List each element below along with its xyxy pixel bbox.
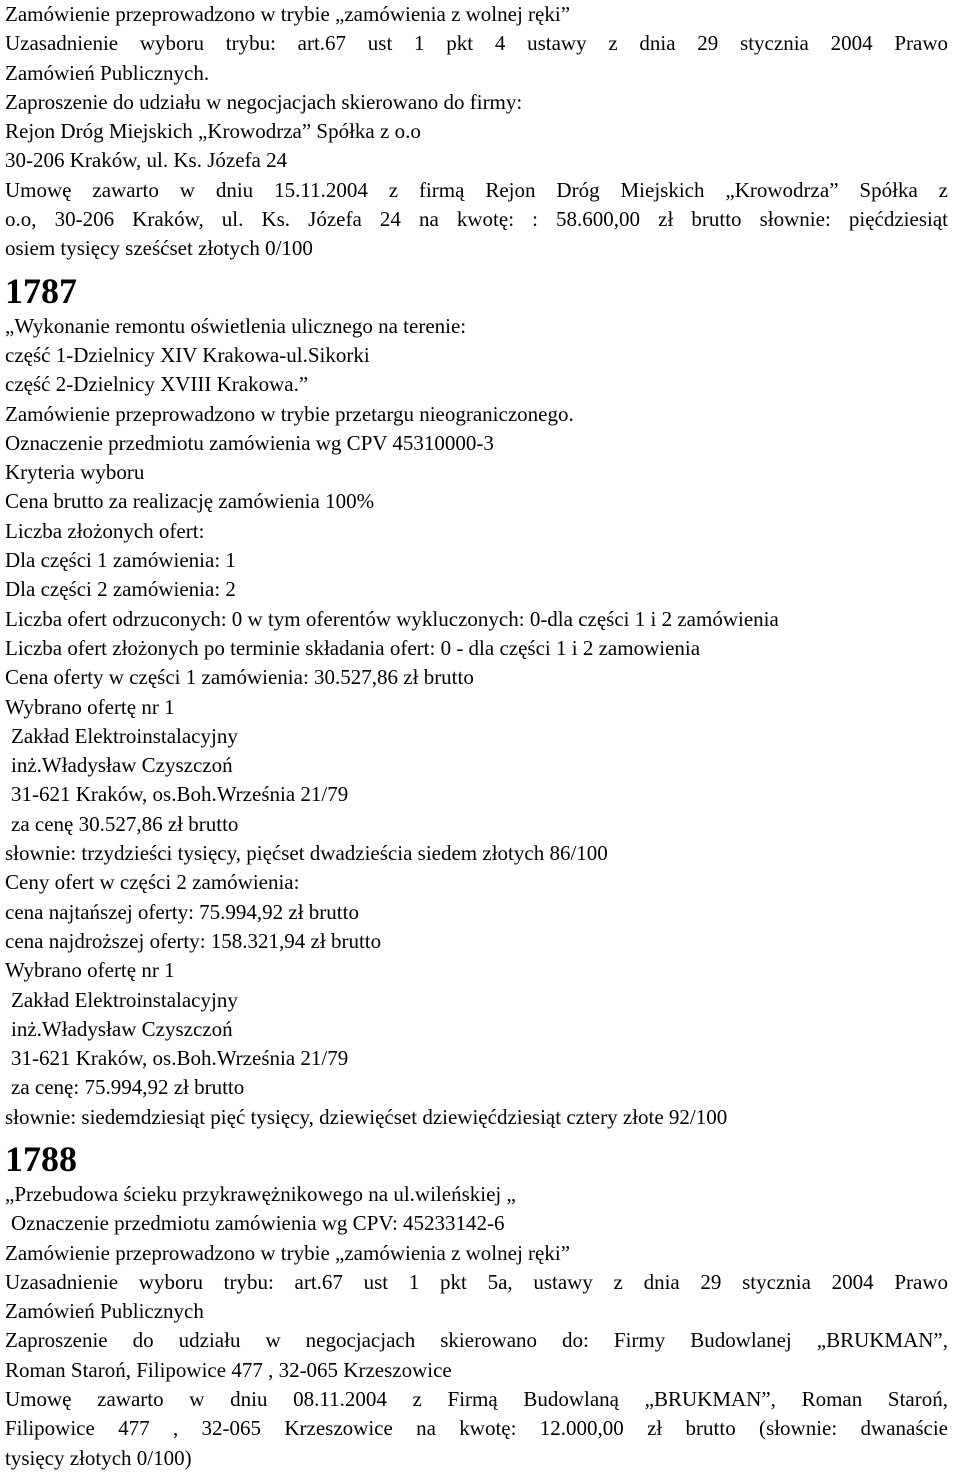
rejected-offers-line: Liczba ofert odrzuconych: 0 w tym oferentów wykluczonych: 0-dla części 1 i 2 zamówienia <box>5 606 779 631</box>
selected-offer-heading: Wybrano ofertę nr 1 <box>5 958 175 983</box>
contract-title: „Przebudowa ścieku przykrawężnikowego na ul.wileńskiej „ <box>5 1181 516 1206</box>
selected-company-name: Zakład Elektroinstalacyjny <box>11 987 238 1012</box>
selected-company-address: 31-621 Kraków, os.Boh.Września 21/79 <box>11 1046 349 1071</box>
criteria-price: Cena brutto za realizację zamówienia 100% <box>5 489 375 514</box>
tender-title: „Wykonanie remontu oświetlenia ulicznego na terenie: <box>5 313 467 338</box>
offers-count-heading: Liczba złożonych ofert: <box>5 518 205 543</box>
offers-count-part-1: Dla części 1 zamówienia: 1 <box>5 548 236 573</box>
invited-company-address: 30-206 Kraków, ul. Ks. Józefa 24 <box>5 148 288 173</box>
part-2-offers-heading: Ceny ofert w części 2 zamówienia: <box>5 870 300 895</box>
tender-part-1: część 1-Dzielnicy XIV Krakowa-ul.Sikorki <box>5 342 370 367</box>
selected-offer-price: za cenę 30.527,86 zł brutto <box>11 811 239 836</box>
contract-date-line: Umowę zawarto w dniu 08.11.2004 z Firmą Budowlaną „BRUKMAN”, Roman Staroń, <box>5 1387 948 1412</box>
selected-offer-price-words: słownie: siedemdziesiąt pięć tysięcy, dziewięćset dziewięćdziesiąt cztery złote 92/100 <box>5 1104 728 1129</box>
contract-amount-line: o.o, 30-206 Kraków, ul. Ks. Józefa 24 na kwotę: : 58.600,00 zł brutto słownie: pięćdziesiąt <box>5 207 948 232</box>
contract-amount-words: osiem tysięcy sześćset złotych 0/100 <box>5 236 313 261</box>
selected-offer-price: za cenę: 75.994,92 zł brutto <box>11 1075 245 1100</box>
justification-line-cont: Zamówień Publicznych. <box>5 60 210 85</box>
late-offers-line: Liczba ofert złożonych po terminie składania ofert: 0 - dla części 1 i 2 zamowienia <box>5 635 701 660</box>
tender-part-2: część 2-Dzielnicy XVIII Krakowa.” <box>5 372 309 397</box>
entry-number-1788: 1788 <box>5 1138 77 1179</box>
selected-company-address: 31-621 Kraków, os.Boh.Września 21/79 <box>11 782 349 807</box>
procedure-mode-line: Zamówienie przeprowadzono w trybie „zamówienia z wolnej ręki” <box>5 2 571 26</box>
section-lighting-tender <box>5 312 960 1132</box>
cheapest-offer-line: cena najtańszej oferty: 75.994,92 zł brutto <box>5 899 359 924</box>
selected-offer-price-words: słownie: trzydzieści tysięcy, pięćset dwadzieścia siedem złotych 86/100 <box>5 841 608 866</box>
selected-company-owner: inż.Władysław Czyszczoń <box>11 1016 233 1041</box>
most-expensive-offer-line: cena najdroższej oferty: 158.321,94 zł brutto <box>5 928 382 953</box>
selected-company-name: Zakład Elektroinstalacyjny <box>11 723 238 748</box>
selected-offer-heading: Wybrano ofertę nr 1 <box>5 694 175 719</box>
invited-company-address: Roman Staroń, Filipowice 477 , 32-065 Krzeszowice <box>5 1357 452 1382</box>
cpv-code-line: Oznaczenie przedmiotu zamówienia wg CPV: 45233142-6 <box>11 1211 505 1236</box>
procedure-mode-line: Zamówienie przeprowadzono w trybie przetargu nieograniczonego. <box>5 401 574 426</box>
part-1-offer-price: Cena oferty w części 1 zamówienia: 30.527,86 zł brutto <box>5 665 474 690</box>
entry-number-1787: 1787 <box>5 270 77 311</box>
selected-company-owner: inż.Władysław Czyszczoń <box>11 753 233 778</box>
contract-amount-words: tysięcy złotych 0/100) <box>5 1445 192 1470</box>
invitation-line: Zaproszenie do udziału w negocjacjach skierowano do firmy: <box>5 89 523 114</box>
contract-amount-line: Filipowice 477 , 32-065 Krzeszowice na kwotę: 12.000,00 zł brutto (słownie: dwanaście <box>5 1416 948 1441</box>
justification-line-cont: Zamówień Publicznych <box>5 1299 204 1324</box>
contract-date-line: Umowę zawarto w dniu 15.11.2004 z firmą Rejon Dróg Miejskich „Krowodrza” Spółka z <box>5 177 948 202</box>
invited-company-name: Rejon Dróg Miejskich „Krowodrza” Spółka z o.o <box>5 119 421 144</box>
invitation-line: Zaproszenie do udziału w negocjacjach skierowano do: Firmy Budowlanej „BRUKMAN”, <box>5 1328 948 1353</box>
section-krowodrza-contract <box>5 0 960 264</box>
procedure-mode-line: Zamówienie przeprowadzono w trybie „zamówienia z wolnej ręki” <box>5 1240 571 1265</box>
offers-count-part-2: Dla części 2 zamówienia: 2 <box>5 577 236 602</box>
justification-line: Uzasadnienie wyboru trybu: art.67 ust 1 pkt 4 ustawy z dnia 29 stycznia 2004 Prawo <box>5 31 948 56</box>
cpv-code-line: Oznaczenie przedmiotu zamówienia wg CPV 45310000-3 <box>5 430 494 455</box>
justification-line: Uzasadnienie wyboru trybu: art.67 ust 1 pkt 5a, ustawy z dnia 29 stycznia 2004 Prawo <box>5 1269 948 1294</box>
criteria-heading: Kryteria wyboru <box>5 460 145 485</box>
section-brukman-contract <box>5 1180 960 1473</box>
